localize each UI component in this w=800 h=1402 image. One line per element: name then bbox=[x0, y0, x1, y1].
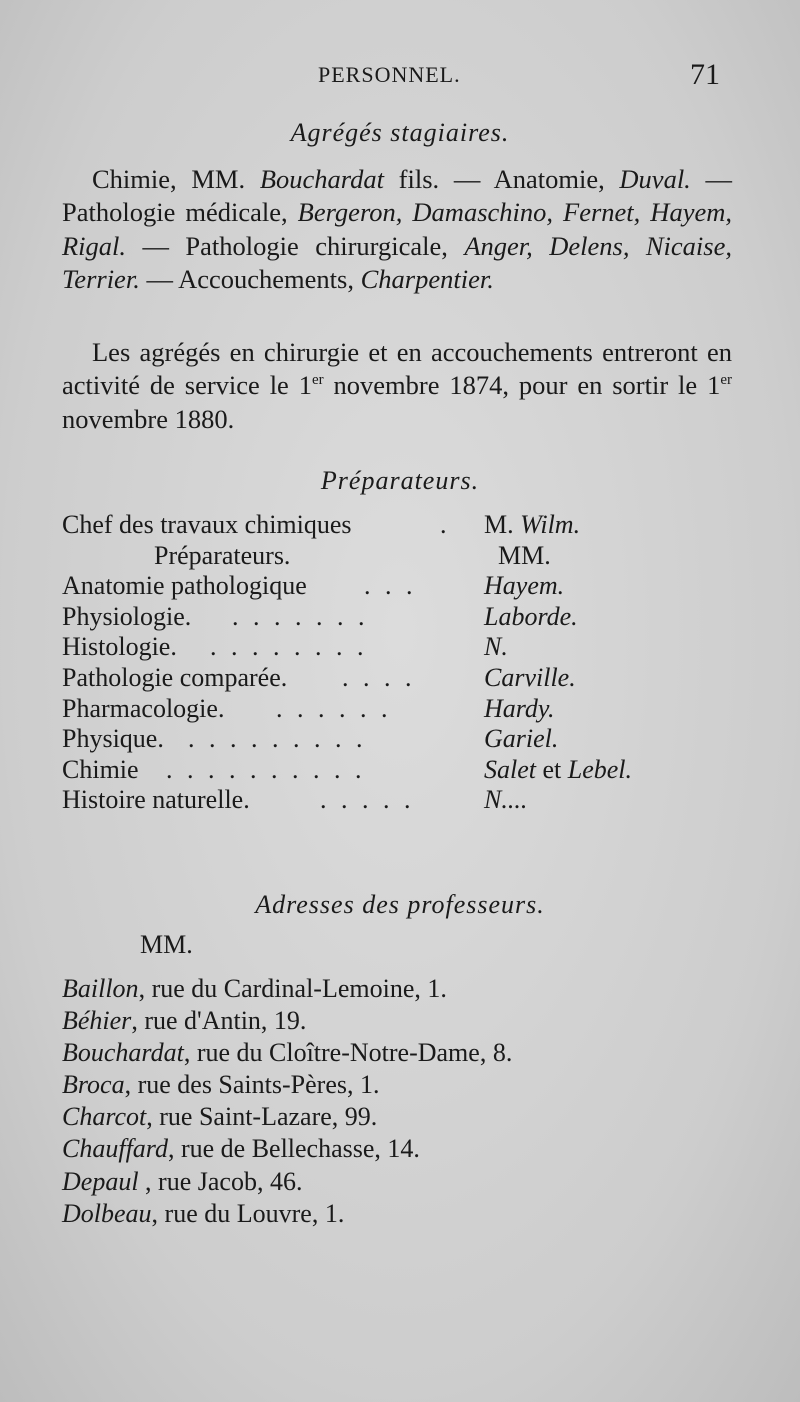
prep-subheader-label: Préparateurs. bbox=[154, 540, 291, 570]
section-title-preparateurs: Préparateurs. bbox=[320, 466, 480, 495]
prep-label: Chimie bbox=[62, 754, 139, 784]
address-row bbox=[62, 1199, 742, 1231]
prep-label: Anatomie pathologique bbox=[62, 571, 307, 601]
page-number: 71 bbox=[690, 58, 720, 91]
person-name: Hardy. bbox=[484, 693, 555, 723]
section-title-agreges: Agrégés stagiaires. bbox=[290, 118, 510, 147]
prep-label: Histologie. bbox=[62, 632, 177, 662]
leader-dots: . . . . . . bbox=[276, 693, 392, 723]
prep-row bbox=[62, 785, 742, 816]
address-text: , rue d'Antin, 19. bbox=[131, 1006, 307, 1036]
running-head: PERSONNEL. bbox=[318, 62, 461, 87]
person-names: Anger, Delens, Nicaise, Terrier. bbox=[62, 230, 732, 294]
address-text: , rue du Cardinal-Lemoine, 1. bbox=[138, 974, 447, 1003]
prep-label: Pathologie comparée. bbox=[62, 662, 288, 692]
page-header bbox=[0, 58, 800, 98]
prep-row bbox=[62, 755, 742, 786]
person-name: Bouchardat bbox=[62, 1038, 184, 1068]
address-text: , rue du Louvre, 1. bbox=[151, 1198, 345, 1228]
honorific: M. bbox=[484, 510, 521, 539]
text: Les agrégés en chirurgie et en accouchements entreront en activité de service le 1 bbox=[62, 337, 732, 401]
person-name: Dolbeau bbox=[62, 1198, 152, 1228]
address-text: , rue de Bellechasse, 14. bbox=[167, 1134, 420, 1164]
person-name: Charcot bbox=[62, 1102, 147, 1132]
address-row bbox=[62, 1006, 742, 1038]
person-name: Baillon bbox=[62, 974, 139, 1003]
text: novembre 1880. bbox=[62, 403, 235, 434]
person-name: Gariel. bbox=[484, 724, 559, 754]
person-name: Lebel. bbox=[567, 754, 633, 784]
address-row bbox=[62, 1134, 742, 1166]
person-name: Salet bbox=[484, 754, 536, 784]
address-row bbox=[62, 974, 742, 1006]
prep-row bbox=[62, 632, 742, 663]
prep-subheader bbox=[62, 541, 742, 572]
text: novembre 1874, pour en sortir le 1 bbox=[323, 370, 721, 401]
address-row bbox=[62, 1070, 742, 1102]
prep-row bbox=[62, 571, 742, 602]
person-name: Béhier bbox=[62, 1006, 132, 1036]
person-name: Hayem. bbox=[484, 571, 565, 601]
adresses-list bbox=[62, 974, 742, 1231]
address-text: , rue du Cloître-Notre-Dame, 8. bbox=[183, 1038, 513, 1068]
person-name: Broca bbox=[62, 1070, 125, 1100]
agreges-paragraph-1 bbox=[62, 163, 732, 296]
prep-subheader-mm: MM. bbox=[498, 540, 551, 570]
person-name: Laborde. bbox=[484, 601, 578, 631]
leader-dots: . . . . bbox=[342, 662, 416, 692]
prep-label: Physique. bbox=[62, 724, 164, 754]
adresses-mm: MM. bbox=[140, 930, 193, 959]
address-row bbox=[62, 1102, 742, 1134]
person-name: Bouchardat bbox=[259, 164, 384, 194]
agreges-paragraph-2 bbox=[62, 336, 732, 436]
prep-row bbox=[62, 602, 742, 633]
person-name: Charpentier. bbox=[360, 263, 494, 294]
text: — Pathologie chirurgicale, bbox=[126, 230, 465, 261]
leader-dots: . . . . . . . . . . bbox=[166, 754, 366, 784]
joiner: et bbox=[536, 754, 568, 784]
leader-dots: . bbox=[440, 510, 451, 539]
leader-dots: . . . . . . . . . bbox=[188, 724, 367, 754]
prep-row bbox=[62, 694, 742, 725]
text: Chimie, MM. bbox=[92, 164, 260, 194]
address-text: , rue Jacob, 46. bbox=[138, 1166, 303, 1196]
prep-label: Pharmacologie. bbox=[62, 693, 225, 723]
text: — Accouchements, bbox=[139, 263, 361, 294]
person-name: N.... bbox=[484, 785, 528, 815]
prep-label: Physiologie. bbox=[62, 601, 192, 631]
leader-dots: . . . bbox=[364, 571, 417, 601]
prep-row-chef bbox=[62, 510, 742, 541]
superscript: er bbox=[720, 372, 732, 389]
address-row bbox=[62, 1038, 742, 1070]
leader-dots: . . . . . . . . bbox=[210, 632, 368, 662]
text: fils. — Anatomie, bbox=[383, 164, 620, 194]
text: — Pathologie médicale, bbox=[62, 164, 733, 228]
person-name: Wilm. bbox=[520, 510, 581, 539]
address-text: , rue Saint-Lazare, 99. bbox=[146, 1102, 378, 1132]
leader-dots: . . . . . bbox=[320, 785, 415, 815]
prep-label: Chef des travaux chimiques bbox=[62, 510, 352, 539]
person-name: N. bbox=[484, 632, 508, 662]
preparateurs-list bbox=[62, 510, 742, 816]
person-name: Depaul bbox=[62, 1166, 139, 1196]
person-names: Bergeron, Damaschino, Fernet, Hayem, Rigal. bbox=[62, 197, 732, 261]
prep-row bbox=[62, 663, 742, 694]
address-text: , rue des Saints-Pères, 1. bbox=[124, 1070, 380, 1100]
prep-label: Histoire naturelle. bbox=[62, 785, 250, 815]
person-name: Duval. bbox=[619, 164, 691, 194]
section-title-adresses: Adresses des professeurs. bbox=[255, 890, 545, 919]
person-name: Chauffard bbox=[62, 1134, 168, 1164]
leader-dots: . . . . . . . bbox=[232, 601, 369, 631]
person-name: Carville. bbox=[484, 662, 576, 692]
superscript: er bbox=[311, 372, 324, 389]
address-row bbox=[62, 1167, 742, 1199]
prep-row bbox=[62, 724, 742, 755]
